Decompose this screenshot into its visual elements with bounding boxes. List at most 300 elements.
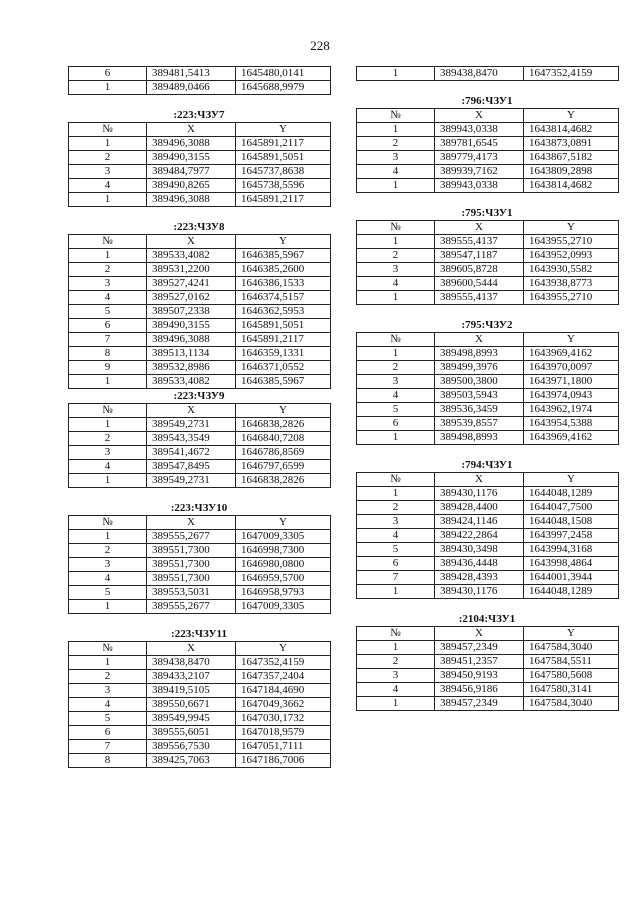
y-coordinate: 1646386,1533	[236, 277, 331, 291]
y-coordinate: 1643952,0993	[524, 249, 619, 263]
point-number: 1	[357, 235, 435, 249]
point-number: 5	[69, 586, 147, 600]
y-coordinate: 1645688,9979	[236, 81, 331, 95]
y-coordinate: 1646385,5967	[236, 375, 331, 389]
point-number: 1	[69, 137, 147, 151]
y-coordinate: 1643997,2458	[524, 529, 619, 543]
table-row	[357, 585, 619, 599]
coordinate-table	[356, 220, 619, 305]
x-coordinate: 389490,3155	[147, 319, 236, 333]
y-coordinate: 1646371,0552	[236, 361, 331, 375]
point-number: 3	[69, 165, 147, 179]
coordinate-table	[68, 641, 331, 768]
block-title: :223:ЧЗУ10	[170, 502, 228, 514]
x-coordinate: 389489,0466	[147, 81, 236, 95]
x-coordinate: 389536,3459	[435, 403, 524, 417]
x-coordinate: 389496,3088	[147, 137, 236, 151]
x-coordinate: 389457,2349	[435, 697, 524, 711]
point-number: 6	[69, 67, 147, 81]
table-row	[357, 347, 619, 361]
x-coordinate: 389419,5105	[147, 684, 236, 698]
header-y: Y	[236, 642, 331, 656]
point-number: 1	[357, 291, 435, 305]
point-number: 1	[357, 641, 435, 655]
table-header-row	[69, 516, 331, 530]
x-coordinate: 389543,3549	[147, 432, 236, 446]
y-coordinate: 1643969,4162	[524, 431, 619, 445]
point-number: 1	[69, 249, 147, 263]
table-row	[69, 698, 331, 712]
table-row	[357, 249, 619, 263]
header-y: Y	[524, 109, 619, 123]
x-coordinate: 389424,1146	[435, 515, 524, 529]
point-number: 2	[69, 544, 147, 558]
y-coordinate: 1644048,1289	[524, 585, 619, 599]
point-number: 3	[357, 375, 435, 389]
table-header-row	[69, 235, 331, 249]
table-row	[357, 291, 619, 305]
x-coordinate: 389430,1176	[435, 487, 524, 501]
header-y: Y	[236, 235, 331, 249]
point-number: 4	[69, 572, 147, 586]
header-y: Y	[524, 473, 619, 487]
table-row	[69, 418, 331, 432]
coordinate-block	[356, 459, 618, 599]
table-row	[69, 432, 331, 446]
header-y: Y	[524, 333, 619, 347]
table-row	[357, 137, 619, 151]
x-coordinate: 389503,5943	[435, 389, 524, 403]
y-coordinate: 1647186,7006	[236, 754, 331, 768]
x-coordinate: 389531,2200	[147, 263, 236, 277]
y-coordinate: 1646385,5967	[236, 249, 331, 263]
block-title: :223:ЧЗУ9	[173, 390, 225, 402]
table-row	[357, 431, 619, 445]
y-coordinate: 1643955,2710	[524, 235, 619, 249]
table-row	[69, 137, 331, 151]
x-coordinate: 389943,0338	[435, 123, 524, 137]
header-num: №	[357, 221, 435, 235]
x-coordinate: 389499,3976	[435, 361, 524, 375]
x-coordinate: 389943,0338	[435, 179, 524, 193]
y-coordinate: 1646374,5157	[236, 291, 331, 305]
coordinate-block	[68, 502, 330, 614]
y-coordinate: 1644048,1508	[524, 515, 619, 529]
table-row	[357, 263, 619, 277]
header-num: №	[69, 235, 147, 249]
point-number: 8	[69, 347, 147, 361]
x-coordinate: 389490,8265	[147, 179, 236, 193]
x-coordinate: 389551,7300	[147, 572, 236, 586]
point-number: 2	[357, 501, 435, 515]
coordinate-block	[356, 613, 618, 711]
x-coordinate: 389547,1187	[435, 249, 524, 263]
x-coordinate: 389532,8986	[147, 361, 236, 375]
x-coordinate: 389430,1176	[435, 585, 524, 599]
y-coordinate: 1645480,0141	[236, 67, 331, 81]
block-title: :223:ЧЗУ8	[173, 221, 225, 233]
x-coordinate: 389600,5444	[435, 277, 524, 291]
x-coordinate: 389481,5413	[147, 67, 236, 81]
table-row	[69, 319, 331, 333]
coordinate-table	[68, 403, 331, 488]
x-coordinate: 389430,3498	[435, 543, 524, 557]
table-row	[357, 67, 619, 81]
header-num: №	[69, 516, 147, 530]
table-header-row	[69, 642, 331, 656]
coordinate-block	[356, 207, 618, 305]
table-row	[69, 179, 331, 193]
table-header-row	[357, 333, 619, 347]
point-number: 7	[69, 740, 147, 754]
y-coordinate: 1647352,4159	[524, 67, 619, 81]
point-number: 4	[69, 179, 147, 193]
point-number: 7	[357, 571, 435, 585]
point-number: 4	[357, 165, 435, 179]
header-x: X	[435, 627, 524, 641]
y-coordinate: 1647584,5511	[524, 655, 619, 669]
header-y: Y	[236, 404, 331, 418]
x-coordinate: 389555,2677	[147, 600, 236, 614]
y-coordinate: 1646998,7300	[236, 544, 331, 558]
x-coordinate: 389498,8993	[435, 347, 524, 361]
point-number: 4	[69, 698, 147, 712]
table-row	[357, 123, 619, 137]
coordinate-block	[68, 390, 330, 488]
block-title: :2104:ЧЗУ1	[458, 613, 516, 625]
table-row	[69, 277, 331, 291]
x-coordinate: 389490,3155	[147, 151, 236, 165]
table-row	[357, 375, 619, 389]
table-row	[69, 81, 331, 95]
table-row	[69, 291, 331, 305]
point-number: 2	[69, 670, 147, 684]
x-coordinate: 389457,2349	[435, 641, 524, 655]
coordinate-table	[68, 122, 331, 207]
table-row	[69, 712, 331, 726]
y-coordinate: 1647184,4690	[236, 684, 331, 698]
point-number: 6	[69, 726, 147, 740]
x-coordinate: 389547,8495	[147, 460, 236, 474]
table-row	[69, 249, 331, 263]
x-coordinate: 389438,8470	[435, 67, 524, 81]
table-row	[69, 151, 331, 165]
x-coordinate: 389541,4672	[147, 446, 236, 460]
table-row	[357, 403, 619, 417]
x-coordinate: 389484,7977	[147, 165, 236, 179]
header-num: №	[357, 473, 435, 487]
x-coordinate: 389527,4241	[147, 277, 236, 291]
x-coordinate: 389500,3800	[435, 375, 524, 389]
y-coordinate: 1643814,4682	[524, 179, 619, 193]
header-num: №	[357, 333, 435, 347]
y-coordinate: 1646840,7208	[236, 432, 331, 446]
y-coordinate: 1643873,0891	[524, 137, 619, 151]
y-coordinate: 1643998,4864	[524, 557, 619, 571]
header-y: Y	[236, 123, 331, 137]
y-coordinate: 1643809,2898	[524, 165, 619, 179]
y-coordinate: 1647018,9579	[236, 726, 331, 740]
x-coordinate: 389551,7300	[147, 544, 236, 558]
table-row	[69, 558, 331, 572]
table-row	[69, 586, 331, 600]
table-row	[357, 669, 619, 683]
coordinate-block	[68, 109, 330, 207]
page-number: 228	[310, 38, 330, 53]
table-row	[357, 179, 619, 193]
table-row	[69, 347, 331, 361]
y-coordinate: 1645738,5596	[236, 179, 331, 193]
block-title: :223:ЧЗУ11	[171, 628, 227, 640]
y-coordinate: 1646786,8569	[236, 446, 331, 460]
header-x: X	[435, 473, 524, 487]
point-number: 3	[357, 515, 435, 529]
table-row	[69, 193, 331, 207]
left-column	[68, 66, 330, 768]
point-number: 1	[69, 600, 147, 614]
y-coordinate: 1647051,7111	[236, 740, 331, 754]
x-coordinate: 389428,4400	[435, 501, 524, 515]
y-coordinate: 1646362,5953	[236, 305, 331, 319]
point-number: 1	[357, 347, 435, 361]
point-number: 3	[357, 151, 435, 165]
point-number: 6	[357, 557, 435, 571]
table-row	[357, 151, 619, 165]
header-num: №	[69, 123, 147, 137]
y-coordinate: 1643994,3168	[524, 543, 619, 557]
table-row	[69, 740, 331, 754]
y-coordinate: 1647049,3662	[236, 698, 331, 712]
table-row	[357, 501, 619, 515]
table-header-row	[357, 109, 619, 123]
table-header-row	[357, 221, 619, 235]
coordinate-block	[356, 66, 618, 81]
header-x: X	[147, 123, 236, 137]
y-coordinate: 1646980,0800	[236, 558, 331, 572]
point-number: 9	[69, 361, 147, 375]
coordinate-table	[68, 234, 331, 389]
y-coordinate: 1647580,5608	[524, 669, 619, 683]
y-coordinate: 1646359,1331	[236, 347, 331, 361]
block-title: :796:ЧЗУ1	[461, 95, 513, 107]
header-num: №	[69, 642, 147, 656]
y-coordinate: 1646797,6599	[236, 460, 331, 474]
table-row	[357, 655, 619, 669]
point-number: 1	[69, 193, 147, 207]
x-coordinate: 389507,2338	[147, 305, 236, 319]
point-number: 5	[357, 543, 435, 557]
y-coordinate: 1643974,0943	[524, 389, 619, 403]
table-row	[69, 754, 331, 768]
header-num: №	[357, 109, 435, 123]
y-coordinate: 1643867,5182	[524, 151, 619, 165]
point-number: 1	[69, 81, 147, 95]
y-coordinate: 1647009,3305	[236, 530, 331, 544]
point-number: 5	[357, 403, 435, 417]
coordinate-block	[356, 95, 618, 193]
table-row	[69, 572, 331, 586]
y-coordinate: 1644048,1289	[524, 487, 619, 501]
y-coordinate: 1643930,5582	[524, 263, 619, 277]
y-coordinate: 1647352,4159	[236, 656, 331, 670]
point-number: 1	[69, 418, 147, 432]
table-row	[69, 544, 331, 558]
x-coordinate: 389556,7530	[147, 740, 236, 754]
coordinate-table	[356, 108, 619, 193]
point-number: 6	[69, 319, 147, 333]
x-coordinate: 389605,8728	[435, 263, 524, 277]
x-coordinate: 389433,2107	[147, 670, 236, 684]
point-number: 2	[69, 151, 147, 165]
coordinate-table	[68, 515, 331, 614]
block-title: :794:ЧЗУ1	[461, 459, 513, 471]
point-number: 2	[357, 249, 435, 263]
coordinate-block	[68, 221, 330, 389]
table-row	[69, 600, 331, 614]
header-x: X	[147, 404, 236, 418]
x-coordinate: 389527,0162	[147, 291, 236, 305]
y-coordinate: 1645891,5051	[236, 151, 331, 165]
table-row	[357, 529, 619, 543]
coordinate-table	[68, 66, 331, 95]
point-number: 3	[69, 277, 147, 291]
table-row	[69, 530, 331, 544]
point-number: 1	[357, 179, 435, 193]
point-number: 1	[69, 474, 147, 488]
y-coordinate: 1646959,5700	[236, 572, 331, 586]
y-coordinate: 1647584,3040	[524, 697, 619, 711]
y-coordinate: 1643962,1974	[524, 403, 619, 417]
y-coordinate: 1643955,2710	[524, 291, 619, 305]
table-row	[357, 389, 619, 403]
coordinate-table	[356, 626, 619, 711]
table-row	[357, 277, 619, 291]
x-coordinate: 389456,9186	[435, 683, 524, 697]
point-number: 1	[357, 697, 435, 711]
table-row	[357, 417, 619, 431]
table-row	[69, 460, 331, 474]
x-coordinate: 389551,7300	[147, 558, 236, 572]
x-coordinate: 389550,6671	[147, 698, 236, 712]
point-number: 5	[69, 712, 147, 726]
point-number: 3	[69, 684, 147, 698]
header-x: X	[147, 516, 236, 530]
point-number: 3	[69, 446, 147, 460]
point-number: 4	[357, 277, 435, 291]
coordinate-table	[356, 472, 619, 599]
table-header-row	[69, 404, 331, 418]
x-coordinate: 389498,8993	[435, 431, 524, 445]
y-coordinate: 1645891,2117	[236, 193, 331, 207]
coordinate-block	[68, 628, 330, 768]
table-row	[357, 361, 619, 375]
point-number: 3	[357, 263, 435, 277]
point-number: 2	[69, 263, 147, 277]
point-number: 8	[69, 754, 147, 768]
y-coordinate: 1643971,1800	[524, 375, 619, 389]
y-coordinate: 1643969,4162	[524, 347, 619, 361]
x-coordinate: 389533,4082	[147, 249, 236, 263]
table-row	[69, 67, 331, 81]
point-number: 3	[69, 558, 147, 572]
y-coordinate: 1646838,2826	[236, 418, 331, 432]
point-number: 1	[357, 487, 435, 501]
y-coordinate: 1647357,2404	[236, 670, 331, 684]
table-header-row	[69, 123, 331, 137]
x-coordinate: 389451,2357	[435, 655, 524, 669]
x-coordinate: 389549,2731	[147, 474, 236, 488]
coordinate-table	[356, 332, 619, 445]
y-coordinate: 1645737,8638	[236, 165, 331, 179]
x-coordinate: 389539,8557	[435, 417, 524, 431]
table-row	[69, 474, 331, 488]
x-coordinate: 389533,4082	[147, 375, 236, 389]
x-coordinate: 389428,4393	[435, 571, 524, 585]
block-title: :223:ЧЗУ7	[173, 109, 225, 121]
y-coordinate: 1646838,2826	[236, 474, 331, 488]
y-coordinate: 1646958,9793	[236, 586, 331, 600]
point-number: 1	[357, 123, 435, 137]
y-coordinate: 1647584,3040	[524, 641, 619, 655]
point-number: 1	[357, 67, 435, 81]
x-coordinate: 389425,7063	[147, 754, 236, 768]
y-coordinate: 1643938,8773	[524, 277, 619, 291]
table-row	[69, 684, 331, 698]
table-row	[69, 726, 331, 740]
point-number: 5	[69, 305, 147, 319]
point-number: 4	[69, 291, 147, 305]
table-row	[357, 641, 619, 655]
block-title: :795:ЧЗУ2	[461, 319, 513, 331]
x-coordinate: 389496,3088	[147, 333, 236, 347]
table-row	[357, 165, 619, 179]
x-coordinate: 389436,4448	[435, 557, 524, 571]
table-row	[69, 305, 331, 319]
table-row	[357, 697, 619, 711]
point-number: 4	[69, 460, 147, 474]
x-coordinate: 389553,5031	[147, 586, 236, 600]
point-number: 1	[69, 375, 147, 389]
x-coordinate: 389555,6051	[147, 726, 236, 740]
point-number: 6	[357, 417, 435, 431]
table-row	[69, 165, 331, 179]
point-number: 4	[357, 683, 435, 697]
block-title: :795:ЧЗУ1	[461, 207, 513, 219]
y-coordinate: 1643970,0097	[524, 361, 619, 375]
table-row	[357, 683, 619, 697]
table-row	[357, 515, 619, 529]
x-coordinate: 389549,2731	[147, 418, 236, 432]
table-header-row	[357, 473, 619, 487]
y-coordinate: 1644047,7500	[524, 501, 619, 515]
coordinate-block	[68, 66, 330, 95]
table-row	[69, 656, 331, 670]
y-coordinate: 1645891,5051	[236, 319, 331, 333]
point-number: 4	[357, 389, 435, 403]
y-coordinate: 1647009,3305	[236, 600, 331, 614]
x-coordinate: 389496,3088	[147, 193, 236, 207]
x-coordinate: 389450,9193	[435, 669, 524, 683]
x-coordinate: 389549,9945	[147, 712, 236, 726]
table-row	[69, 263, 331, 277]
x-coordinate: 389781,6545	[435, 137, 524, 151]
x-coordinate: 389779,4173	[435, 151, 524, 165]
x-coordinate: 389422,2864	[435, 529, 524, 543]
header-num: №	[69, 404, 147, 418]
header-x: X	[435, 333, 524, 347]
header-x: X	[147, 235, 236, 249]
table-row	[69, 446, 331, 460]
